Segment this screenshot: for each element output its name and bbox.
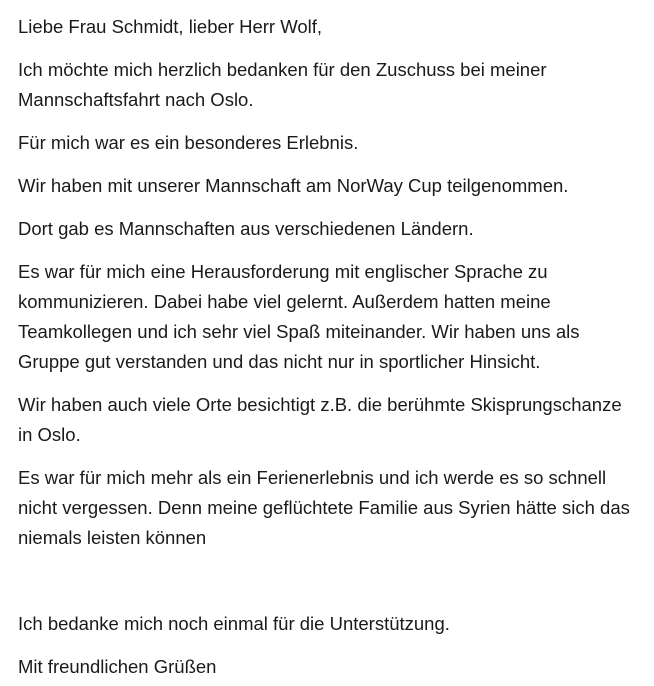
paragraph-challenge: Es war für mich eine Herausforderung mit englischer Sprache zu kommunizieren. Dabei habe viel gelernt. Außerdem hatten meine Teamkollegen und ich sehr viel Spaß miteinander. Wir haben uns als Gruppe gut verstanden und das nicht nur in sportlicher Hinsicht. xyxy=(18,261,580,372)
paragraph-sightseeing: Wir haben auch viele Orte besichtigt z.B. die berühmte Skisprungschanze in Oslo. xyxy=(18,394,622,445)
letter-closing: Mit freundlichen Grüßen xyxy=(18,656,217,677)
paragraph-norway-cup: Wir haben mit unserer Mannschaft am NorWay Cup teilgenommen. xyxy=(18,175,569,196)
paragraph-final-thanks: Ich bedanke mich noch einmal für die Unterstützung. xyxy=(18,613,450,634)
paragraph-thanks: Ich möchte mich herzlich bedanken für den Zuschuss bei meiner Mannschaftsfahrt nach Oslo. xyxy=(18,59,547,110)
paragraph-countries: Dort gab es Mannschaften aus verschiedenen Ländern. xyxy=(18,218,474,239)
letter-greeting: Liebe Frau Schmidt, lieber Herr Wolf, xyxy=(18,16,322,37)
paragraph-experience: Für mich war es ein besonderes Erlebnis. xyxy=(18,132,359,153)
paragraph-memory: Es war für mich mehr als ein Ferienerlebnis und ich werde es so schnell nicht vergessen. Denn meine geflüchtete Familie aus Syrien hätte sich das niemals leisten können xyxy=(18,467,630,548)
